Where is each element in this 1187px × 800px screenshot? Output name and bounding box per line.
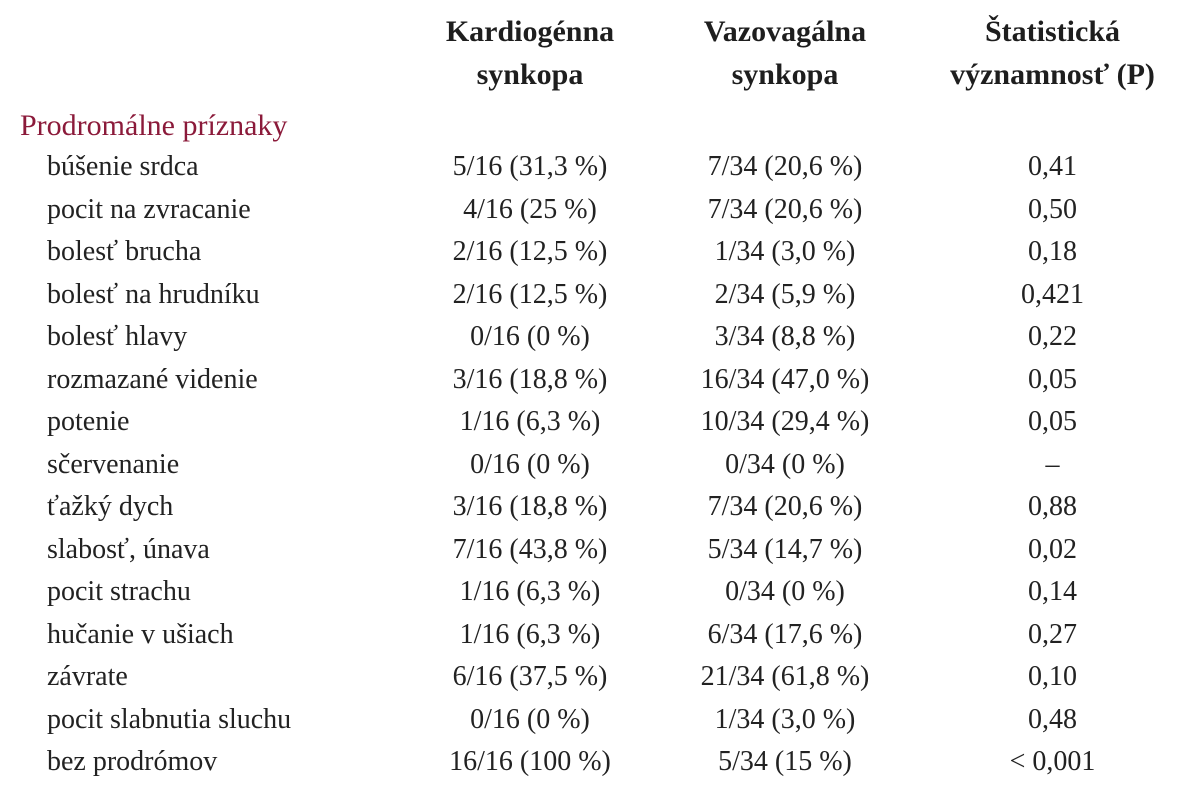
cell-p-value: 0,48: [1028, 703, 1077, 735]
section-title: Prodromálne príznaky: [20, 109, 288, 142]
cell-vazovagalna: 6/34 (17,6 %): [707, 618, 863, 650]
cell-vazovagalna: 3/34 (8,8 %): [714, 321, 856, 352]
cell-vazovagalna: 1/34 (3,0 %): [714, 236, 856, 267]
cell-vazovagalna: 10/34 (29,4 %): [700, 406, 870, 437]
row-label: hučanie v ušiach: [47, 618, 234, 650]
cell-vazovagalna: 7/34 (20,6 %): [707, 151, 863, 182]
cell-kardiogenna: 7/16 (43,8 %): [452, 533, 608, 565]
cell-p-value: 0,18: [1028, 236, 1077, 267]
header-kardiogenna: [410, 10, 650, 96]
header-statisticka-line1: Štatistická: [985, 15, 1120, 48]
table-row: [0, 699, 1187, 741]
row-label: závrate: [47, 661, 128, 692]
cell-p-value: –: [1045, 448, 1060, 480]
row-label: potenie: [47, 406, 130, 437]
row-label: pocit slabnutia sluchu: [47, 703, 292, 735]
cell-p-value: 0,02: [1028, 533, 1077, 565]
cell-p-value: 0,05: [1028, 363, 1077, 395]
table-row: [0, 571, 1187, 613]
cell-kardiogenna: 4/16 (25 %): [463, 193, 597, 225]
cell-kardiogenna: 6/16 (37,5 %): [452, 661, 608, 692]
cell-p-value: 0,05: [1028, 406, 1077, 437]
cell-kardiogenna: 1/16 (6,3 %): [459, 576, 601, 607]
table-row: [0, 231, 1187, 273]
cell-kardiogenna: 0/16 (0 %): [470, 321, 590, 352]
row-label: bolesť hlavy: [47, 321, 188, 352]
row-label: búšenie srdca: [47, 151, 199, 182]
row-label: bez prodrómov: [47, 746, 218, 777]
cell-p-value: 0,27: [1028, 618, 1077, 650]
cell-kardiogenna: 0/16 (0 %): [470, 448, 590, 480]
cell-p-value: < 0,001: [1009, 746, 1096, 777]
row-label: ťažký dych: [47, 491, 174, 522]
table-row: [0, 146, 1187, 188]
table-row: [0, 316, 1187, 358]
cell-vazovagalna: 1/34 (3,0 %): [714, 703, 856, 735]
cell-vazovagalna: 16/34 (47,0 %): [700, 363, 870, 395]
row-label: bolesť na hrudníku: [47, 278, 260, 310]
cell-vazovagalna: 0/34 (0 %): [725, 448, 845, 480]
cell-p-value: 0,88: [1028, 491, 1077, 522]
cell-p-value: 0,22: [1028, 321, 1077, 352]
table-row: [0, 444, 1187, 486]
cell-kardiogenna: 1/16 (6,3 %): [459, 618, 601, 650]
table-row: [0, 529, 1187, 571]
table-row: [0, 401, 1187, 443]
table-row: [0, 656, 1187, 698]
cell-vazovagalna: 2/34 (5,9 %): [714, 278, 856, 310]
cell-vazovagalna: 7/34 (20,6 %): [707, 193, 863, 225]
cell-kardiogenna: 2/16 (12,5 %): [452, 278, 608, 310]
cell-vazovagalna: 7/34 (20,6 %): [707, 491, 863, 522]
cell-kardiogenna: 2/16 (12,5 %): [452, 236, 608, 267]
cell-p-value: 0,41: [1028, 151, 1077, 182]
cell-kardiogenna: 16/16 (100 %): [449, 746, 611, 777]
cell-p-value: 0,14: [1028, 576, 1077, 607]
row-label: bolesť brucha: [47, 236, 202, 267]
cell-vazovagalna: 5/34 (14,7 %): [707, 533, 863, 565]
header-vazovagalna-line2: synkopa: [731, 58, 839, 91]
cell-vazovagalna: 0/34 (0 %): [725, 576, 845, 607]
cell-kardiogenna: 1/16 (6,3 %): [459, 406, 601, 437]
row-label: slabosť, únava: [47, 533, 210, 565]
table-row: [0, 486, 1187, 528]
cell-p-value: 0,50: [1028, 193, 1077, 225]
header-kardiogenna-line1: Kardiogénna: [445, 15, 615, 48]
cell-kardiogenna: 0/16 (0 %): [470, 703, 590, 735]
table-row: [0, 274, 1187, 316]
row-label: rozmazané videnie: [47, 363, 258, 395]
table-row: [0, 359, 1187, 401]
header-statisticka-vyznamnost: [920, 10, 1185, 96]
cell-p-value: 0,421: [1021, 278, 1084, 310]
row-label: pocit strachu: [47, 576, 191, 607]
header-vazovagalna-line1: Vazovagálna: [703, 15, 867, 48]
cell-vazovagalna: 21/34 (61,8 %): [700, 661, 870, 692]
header-vazovagalna: [665, 10, 905, 96]
cell-p-value: 0,10: [1028, 661, 1077, 692]
cell-vazovagalna: 5/34 (15 %): [718, 746, 852, 777]
cell-kardiogenna: 3/16 (18,8 %): [452, 491, 608, 522]
table-row: [0, 741, 1187, 783]
table-row: [0, 614, 1187, 656]
header-kardiogenna-line2: synkopa: [476, 58, 584, 91]
row-label: pocit na zvracanie: [47, 193, 251, 225]
table-row: [0, 189, 1187, 231]
row-label: sčervenanie: [47, 448, 180, 480]
cell-kardiogenna: 3/16 (18,8 %): [452, 363, 608, 395]
header-statisticka-line2: významnosť (P): [950, 58, 1155, 91]
cell-kardiogenna: 5/16 (31,3 %): [452, 151, 608, 182]
